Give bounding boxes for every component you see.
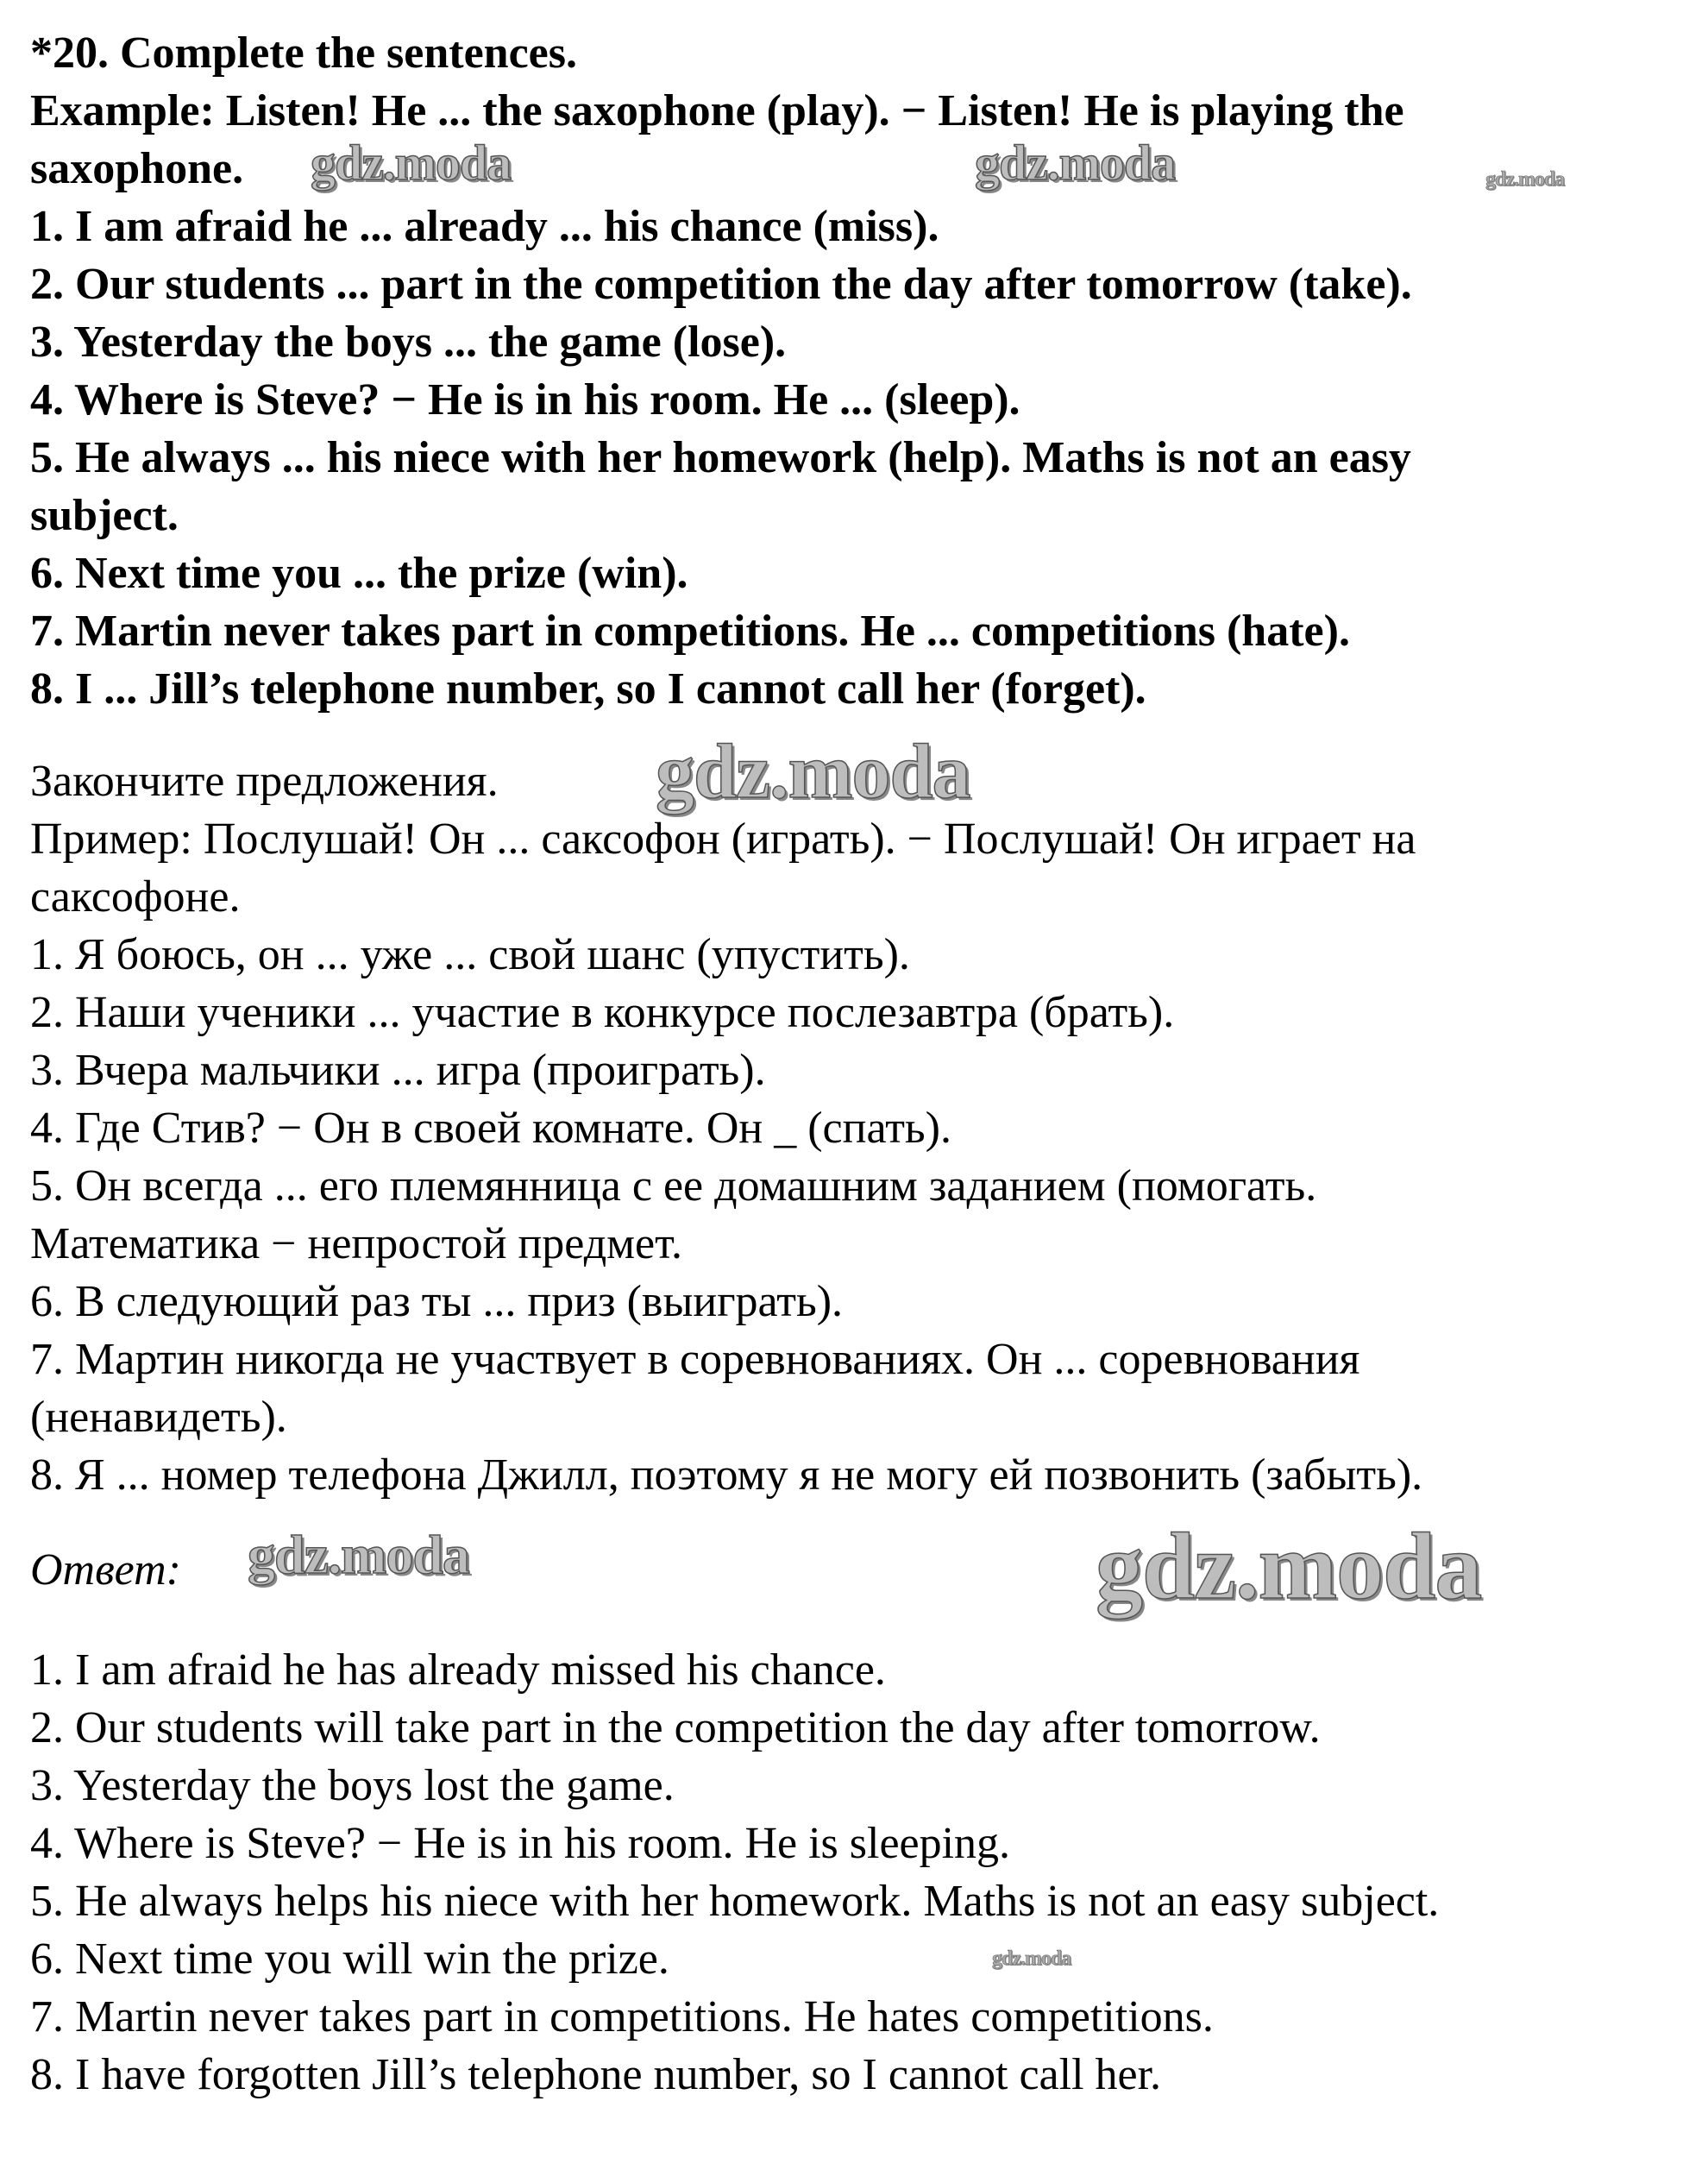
watermark: gdz.moda [1096, 1513, 1482, 1619]
watermark: gdz.moda [656, 729, 970, 815]
answer-line: 8. I have forgotten Jill’s telephone number, so I cannot call her. [30, 2050, 1162, 2099]
exercise-item: 2. Our students ... part in the competition the day after tomorrow (take). [30, 260, 1412, 309]
answer-line: 1. I am afraid he has already missed his chance. [30, 1645, 886, 1695]
example-line: Example: Listen! He ... the saxophone (play). − Listen! He is playing the [30, 86, 1404, 135]
translation-line: (ненавидеть). [30, 1393, 287, 1442]
translation-line: Закончите предложения. [30, 757, 499, 806]
answer-line: 3. Yesterday the boys lost the game. [30, 1761, 675, 1810]
exercise-title: *20. Complete the sentences. [30, 28, 577, 78]
translation-line: 8. Я ... номер телефона Джилл, поэтому я не могу ей позвонить (забыть). [30, 1450, 1423, 1500]
watermark: gdz.moda [311, 135, 512, 191]
watermark: gdz.moda [248, 1524, 469, 1585]
answer-block [30, 1641, 1686, 2104]
translation-line: саксофоне. [30, 872, 241, 922]
example-line: saxophone. [30, 144, 244, 193]
translation-line: Математика − непростой предмет. [30, 1219, 682, 1268]
answer-label: Ответ: [30, 1545, 181, 1595]
watermark: gdz.moda [992, 1947, 1071, 1970]
watermark: gdz.moda [1485, 168, 1565, 191]
exercise-item: 4. Where is Steve? − He is in his room. He ... (sleep). [30, 375, 1020, 425]
translation-line: 5. Он всегда ... его племянница с ее домашним заданием (помогать. [30, 1161, 1317, 1211]
exercise-item: 6. Next time you ... the prize (win). [30, 549, 688, 598]
exercise-item: 7. Martin never takes part in competitions. He ... competitions (hate). [30, 607, 1350, 656]
exercise-block [30, 24, 1686, 718]
exercise-item: 8. I ... Jill’s telephone number, so I cannot call her (forget). [30, 664, 1146, 714]
exercise-item: subject. [30, 491, 179, 540]
exercise-item: 1. I am afraid he ... already ... his chance (miss). [30, 202, 939, 251]
answer-line: 2. Our students will take part in the competition the day after tomorrow. [30, 1703, 1321, 1752]
answer-line: 4. Where is Steve? − He is in his room. He is sleeping. [30, 1819, 1011, 1868]
exercise-item: 5. He always ... his niece with her homework (help). Maths is not an easy [30, 433, 1411, 482]
watermark: gdz.moda [975, 135, 1176, 191]
translation-block [30, 752, 1686, 1504]
translation-line: 1. Я боюсь, он ... уже ... свой шанс (упустить). [30, 930, 910, 979]
exercise-item: 3. Yesterday the boys ... the game (lose). [30, 318, 787, 367]
translation-line: 6. В следующий раз ты ... приз (выиграть). [30, 1277, 844, 1326]
answer-line: 5. He always helps his niece with her homework. Maths is not an easy subject. [30, 1877, 1440, 1926]
translation-line: Пример: Послушай! Он ... саксофон (играть). − Послушай! Он играет на [30, 815, 1416, 864]
answer-line: 6. Next time you will win the prize. [30, 1934, 669, 1984]
answer-line: 7. Martin never takes part in competitions. He hates competitions. [30, 1992, 1214, 2041]
translation-line: 3. Вчера мальчики ... игра (проиграть). [30, 1046, 766, 1095]
translation-line: 4. Где Стив? − Он в своей комнате. Он _ (спать). [30, 1104, 951, 1153]
translation-line: 7. Мартин никогда не участвует в соревнованиях. Он ... соревнования [30, 1335, 1360, 1384]
translation-line: 2. Наши ученики ... участие в конкурсе послезавтра (брать). [30, 988, 1175, 1037]
